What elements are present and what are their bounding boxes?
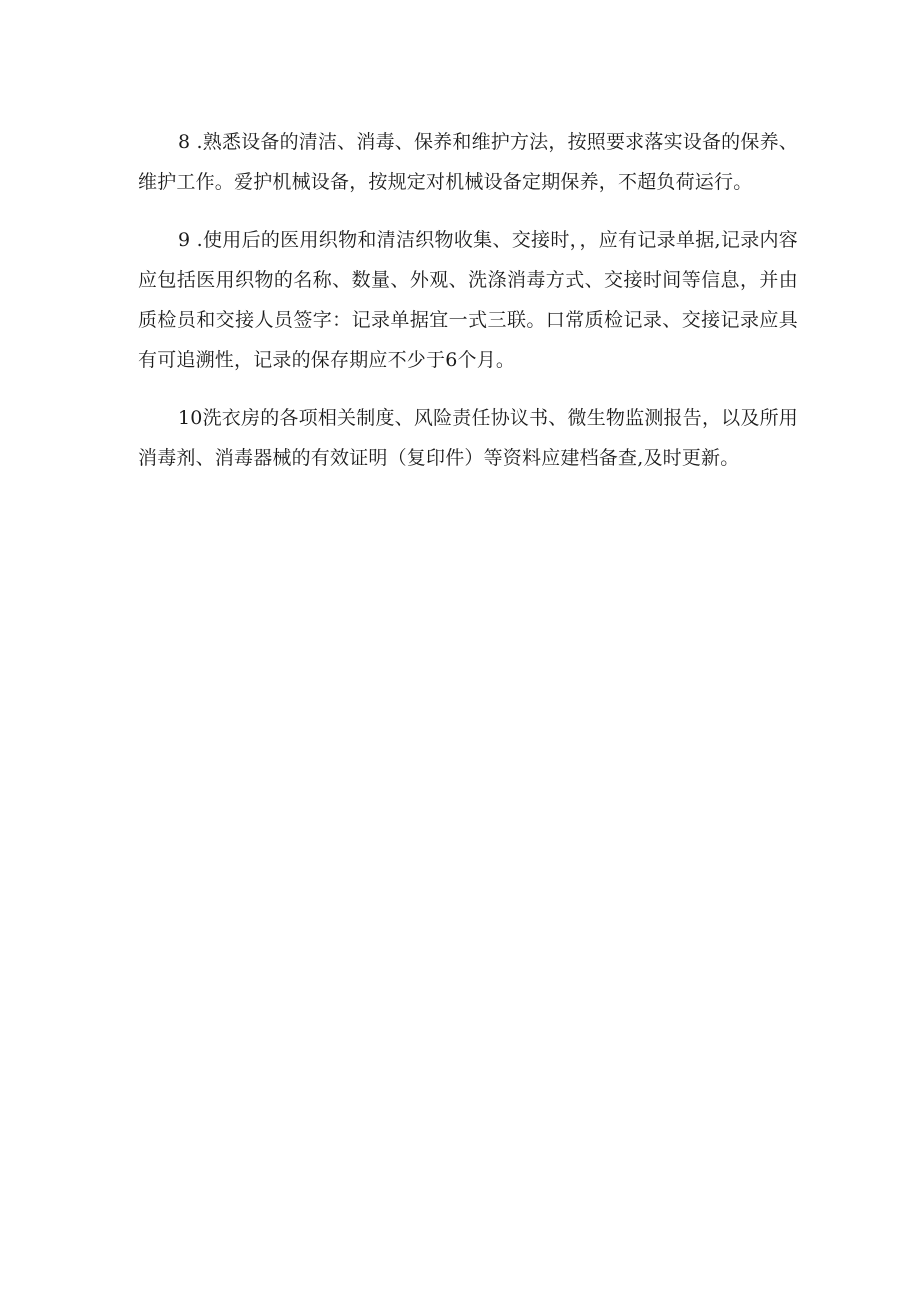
paragraph-item-8: 8 .熟悉设备的清洁、消毒、保养和维护方法，按照要求落实设备的保养、维护工作。爱护机械设备，按规定对机械设备定期保养，不超负荷运行。	[138, 131, 798, 193]
paragraph-item-10: 10洗衣房的各项相关制度、风险责任协议书、微生物监测报告，以及所用消毒剂、消毒器械的有效证明（复印件）等资料应建档备查,及时更新。	[138, 407, 798, 469]
paragraph-item-9: 9 .使用后的医用织物和清洁织物收集、交接时，，应有记录单据,记录内容应包括医用织物的名称、数量、外观、洗涤消毒方式、交接时间等信息，并由质检员和交接人员签字：记录单据宜一式三联。口常质检记录、交接记录应具有可追溯性，记录的保存期应不少于6个月。	[138, 229, 798, 371]
document-body	[138, 122, 798, 478]
